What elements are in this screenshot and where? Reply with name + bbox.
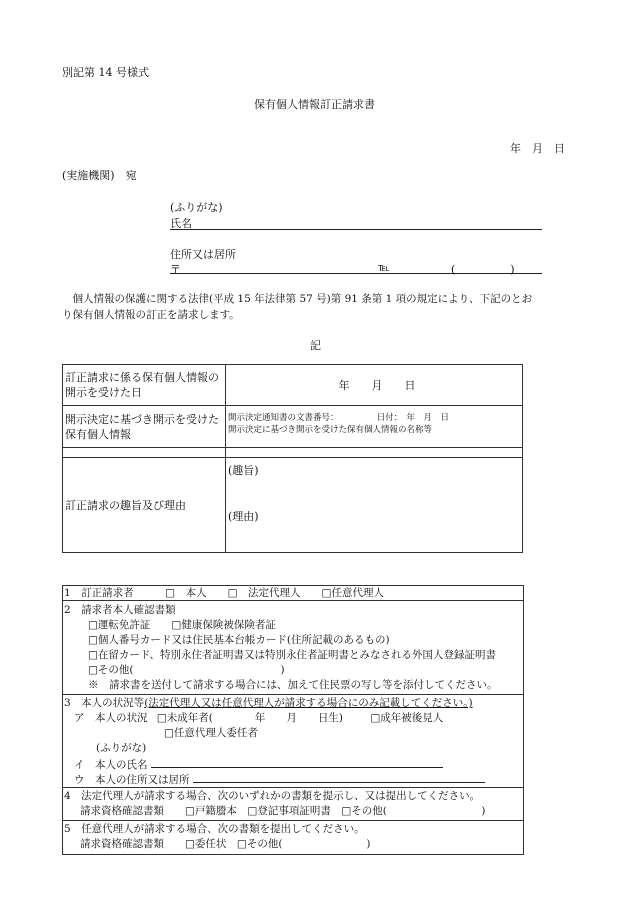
section-2 xyxy=(63,601,523,695)
requester-name-label: 氏名 xyxy=(170,217,192,230)
section-4-title: 4 法定代理人が請求する場合、次のいずれかの書類を提示し、又は提出してください。 xyxy=(64,790,481,802)
section-3-title-prefix: 3 本人の状況等 xyxy=(64,697,145,709)
section-3-title-note: (法定代理人又は任意代理人が請求する場合にのみ記載してください。) xyxy=(144,697,473,709)
purpose-label: (趣旨) xyxy=(228,464,259,477)
postal-mark: 〒 xyxy=(170,263,181,276)
id-doc-line-3[interactable]: □在留カード、特別永住者証明書又は特別永住者証明書とみなされる外国人登録証明書 xyxy=(88,649,496,661)
request-detail-table xyxy=(62,364,523,553)
status-minor-option[interactable]: □未成年者( 年 月 日生) xyxy=(156,712,343,724)
principal-name-field[interactable] xyxy=(151,756,443,768)
legal-agent-docs[interactable]: 請求資格確認書類 □戸籍謄本 □登記事項証明書 □その他( ) xyxy=(80,805,486,817)
intro-text-1: 個人情報の保護に関する法律(平成 15 年法律第 57 号)第 91 条第 1 項の規定により、下記のとお xyxy=(62,293,533,305)
principal-name-line[interactable] xyxy=(63,756,523,771)
purpose-reason-label: 訂正請求の趣旨及び理由 xyxy=(63,458,226,553)
intro-text-2: り保有個人情報の訂正を請求します。 xyxy=(62,309,240,321)
principal-furigana: (ふりがな) xyxy=(96,742,147,754)
requester-furigana-label: (ふりがな) xyxy=(170,201,223,214)
reason-label: (理由) xyxy=(228,510,259,523)
section-5 xyxy=(63,821,523,854)
section-5-title: 5 任意代理人が請求する場合、次の書類を提出してください。 xyxy=(64,823,365,835)
status-principal-option[interactable]: □任意代理人委任者 xyxy=(164,727,258,739)
id-doc-line-1[interactable]: □運転免許証 □健康保険被保険者証 xyxy=(88,619,276,631)
status-ward-option[interactable]: □成年被後見人 xyxy=(370,712,444,724)
table-row xyxy=(63,365,523,406)
purpose-reason-cell[interactable] xyxy=(226,458,523,553)
status-label: ア 本人の状況 xyxy=(74,712,148,724)
spacer-cell xyxy=(63,448,226,458)
disclosed-info-label: 開示決定に基づき開示を受けた保有個人情報 xyxy=(63,406,226,448)
table-row xyxy=(63,448,523,458)
disclosure-notice-line: 開示決定通知書の文書番号： 日付： 年 月 日 xyxy=(228,413,450,423)
id-doc-other[interactable]: □その他( ) xyxy=(88,664,285,676)
id-doc-line-2[interactable]: □個人番号カード又は住民基本台帳カード(住所記載のあるもの) xyxy=(88,634,390,646)
section-2-title: 2 請求者本人確認書類 xyxy=(64,604,176,616)
section-1-text[interactable]: 1 訂正請求者 □ 本人 □ 法定代理人 □任意代理人 xyxy=(64,587,384,599)
id-doc-note: ※ 請求書を送付して請求する場合には、加えて住民票の写し等を添付してください。 xyxy=(88,679,498,691)
table-row xyxy=(63,458,523,553)
form-number: 別記第 14 号様式 xyxy=(62,66,149,79)
requester-address-label: 住所又は居所 xyxy=(170,248,236,261)
spacer-cell xyxy=(226,448,523,458)
disclosure-date-label: 訂正請求に係る保有個人情報の開示を受けた日 xyxy=(63,365,226,406)
disclosure-date-value[interactable]: 年 月 日 xyxy=(226,365,523,406)
requester-name-field[interactable] xyxy=(170,229,542,230)
form-title: 保有個人情報訂正請求書 xyxy=(254,98,375,111)
ki-label: 記 xyxy=(310,339,321,352)
principal-address-label: ウ 本人の住所又は居所 xyxy=(74,774,190,786)
tel-mark: ℡ xyxy=(378,261,390,274)
tel-paren: ( ) xyxy=(451,263,515,276)
requester-section-box xyxy=(62,585,524,855)
principal-address-field[interactable] xyxy=(193,771,485,783)
requester-address-field[interactable] xyxy=(170,273,542,274)
principal-address-line[interactable] xyxy=(63,771,523,786)
voluntary-agent-docs[interactable]: 請求資格確認書類 □委任状 □その他( ) xyxy=(80,838,371,850)
section-1 xyxy=(63,586,523,601)
section-4 xyxy=(63,788,523,821)
section-3 xyxy=(63,695,523,788)
table-row xyxy=(63,406,523,448)
principal-name-label: イ 本人の氏名 xyxy=(74,759,148,771)
addressee: (実施機関) 宛 xyxy=(62,169,137,182)
date-line: 年 月 日 xyxy=(510,142,565,155)
section-3-title xyxy=(63,696,523,711)
status-line xyxy=(63,711,523,726)
disclosed-info-name-line: 開示決定に基づき開示を受けた保有個人情報の名称等 xyxy=(228,425,433,435)
disclosed-info-cell[interactable] xyxy=(226,406,523,448)
